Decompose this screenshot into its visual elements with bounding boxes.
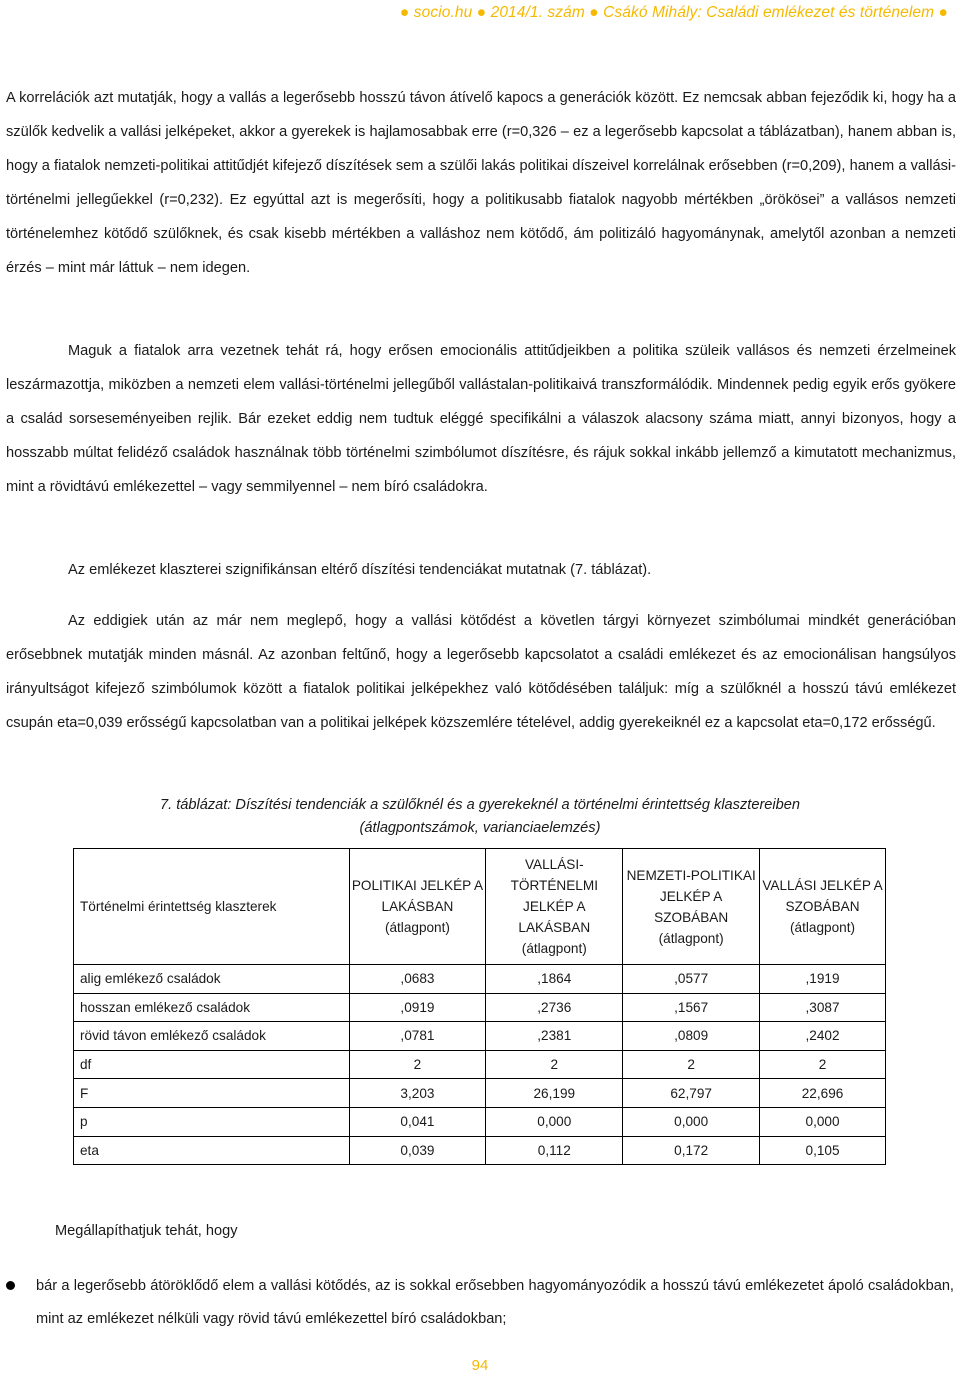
row-label: df (74, 1050, 350, 1079)
table-cell: 2 (349, 1050, 486, 1079)
column-header-cluster: Történelmi érintettség klaszterek (74, 849, 350, 965)
column-header-political-flat: POLITIKAI JELKÉP A LAKÁSBAN (átlagpont) (349, 849, 486, 965)
row-label: p (74, 1107, 350, 1136)
table-cell: ,0809 (623, 1022, 760, 1051)
row-label: hosszan emlékező családok (74, 993, 350, 1022)
table-row (74, 1136, 886, 1165)
running-header: ● socio.hu ● 2014/1. szám ● Csákó Mihály: Családi emlékezet és történelem ● (399, 4, 948, 21)
table-cell: 3,203 (349, 1079, 486, 1108)
table-cell: ,2402 (760, 1022, 886, 1051)
table-cell: ,2381 (486, 1022, 623, 1051)
table-cell: 0,000 (760, 1107, 886, 1136)
table-row (74, 1022, 886, 1051)
table-row (74, 1107, 886, 1136)
table-cell: 22,696 (760, 1079, 886, 1108)
bullet-item (6, 1270, 954, 1336)
table-cell: 0,039 (349, 1136, 486, 1165)
page-number: 94 (471, 1357, 489, 1374)
row-label: eta (74, 1136, 350, 1165)
table-cell: 26,199 (486, 1079, 623, 1108)
bullet-text: bár a legerősebb átöröklődő elem a vallási kötődés, az is sokkal erősebben hagyományozódik a hosszú távú emlékezetet ápoló családokban, mint az emlékezet nélküli vagy rövid távú emlékezettel bíró családokban; (36, 1278, 954, 1327)
table-cell: ,1864 (486, 965, 623, 994)
table-cell: 2 (486, 1050, 623, 1079)
table-cell: ,1567 (623, 993, 760, 1022)
table-cell: ,3087 (760, 993, 886, 1022)
table-cell: 0,000 (486, 1107, 623, 1136)
paragraph-emotional-attitudes: Maguk a fiatalok arra vezetnek tehát rá, hogy erősen emocionális attitűdjeikben a politika szüleik vallásos és nemzeti érzelmeinek leszármazottja, miközben a nemzeti elem vallási-történelmi jellegűből vallástalan-politikaivá transzformálódik. Mindennek pedig egyik erős gyökere a család sorseseményeiben rejlik. Bár ezeket eddig nem tudtuk eléggé specifikálni a válaszok alacsony száma miatt, annyi bizonyos, hogy a hosszabb múltat felidéző családok használnak több történelmi szimbólumot díszítésre, és rájuk sokkal inkább jellemző a kimutatott mechanizmus, mint a rövidtávú emlékezettel – vagy semmilyennel – nem bíró családokra. (6, 343, 956, 495)
table-header-row (74, 849, 886, 965)
table-cell: 62,797 (623, 1079, 760, 1108)
table-caption (0, 794, 960, 840)
row-label: rövid távon emlékező családok (74, 1022, 350, 1051)
paragraph-correlations: A korrelációk azt mutatják, hogy a vallás a legerősebb hosszú távon átívelő kapocs a generációk között. Ez nemcsak abban fejeződik ki, hogy ha a szülők kedvelik a vallási jelképeket, akkor a gyerekek is hajlamosabbak erre (r=0,326 – ez a legerősebb kapcsolat a táblázatban), hanem abban is, hogy a fiatalok nemzeti-politikai attitűdjét kifejező díszítések sem a szülői lakás politikai díszeivel korrelálnak erősebben (r=0,209), hanem a vallási-történelmi jellegűekkel (r=0,232). Ez egyúttal azt is megerősíti, hogy a politikusabb fiatalok nagyobb mértékben „örökösei” a vallásos nemzeti történelemhez kötődő szülőknek, és csak kisebb mértékben a valláshoz nem kötődő, ám politizáló hagyománynak, amelytől azonban a nemzeti érzés – mint már láttuk – nem idegen. (6, 90, 956, 276)
paragraph-symbol-findings: Az eddigiek után az már nem meglepő, hogy a vallási kötődést a követlen tárgyi környezet szimbólumai mindkét generációban erősebbnek mutatják minden másnál. Az azonban feltűnő, hogy a legerősebb kapcsolatot a családi emlékezet és az emocionálisan hangsúlyos irányultságot kifejező szimbólumok között a fiatalok politikai jelképekhez való kötődésében találjuk: míg a szülőknél a hosszú távú emlékezet csupán eta=0,039 erősségű kapcsolatban van a politikai jelképek közszemlére tételével, addig gyerekeiknél ez a kapcsolat eta=0,172 erősségű. (6, 613, 956, 731)
table-cell: 0,112 (486, 1136, 623, 1165)
table-cell: 0,041 (349, 1107, 486, 1136)
table-cell: 0,000 (623, 1107, 760, 1136)
row-label: alig emlékező családok (74, 965, 350, 994)
paragraph-table-reference: Az emlékezet klaszterei szignifikánsan eltérő díszítési tendenciákat mutatnak (7. táblázat). (68, 562, 652, 578)
conclusion-intro: Megállapíthatjuk tehát, hogy (55, 1223, 238, 1239)
table-cell: 2 (623, 1050, 760, 1079)
table-row (74, 1079, 886, 1108)
table-row (74, 1050, 886, 1079)
table-row (74, 965, 886, 994)
table-cell: 0,172 (623, 1136, 760, 1165)
row-label: F (74, 1079, 350, 1108)
table-cell: ,0781 (349, 1022, 486, 1051)
column-header-religious-room: VALLÁSI JELKÉP A SZOBÁBAN (átlagpont) (760, 849, 886, 965)
table-cell: 2 (760, 1050, 886, 1079)
decoration-tendency-table (73, 848, 886, 1165)
table-cell: ,0919 (349, 993, 486, 1022)
table-cell: ,0683 (349, 965, 486, 994)
table-row (74, 993, 886, 1022)
table-cell: ,0577 (623, 965, 760, 994)
table-caption-subtitle: (átlagpontszámok, varianciaelemzés) (359, 820, 601, 836)
table-cell: ,1919 (760, 965, 886, 994)
column-header-religious-historical-flat: VALLÁSI-TÖRTÉNELMI JELKÉP A LAKÁSBAN (átlagpont) (486, 849, 623, 965)
column-header-national-political-room: NEMZETI-POLITIKAI JELKÉP A SZOBÁBAN (átlagpont) (623, 849, 760, 965)
table-cell: 0,105 (760, 1136, 886, 1165)
table-cell: ,2736 (486, 993, 623, 1022)
bullet-icon (6, 1281, 15, 1290)
table-caption-title: 7. táblázat: Díszítési tendenciák a szülőknél és a gyerekeknél a történelmi érintettség klasztereiben (159, 797, 801, 813)
